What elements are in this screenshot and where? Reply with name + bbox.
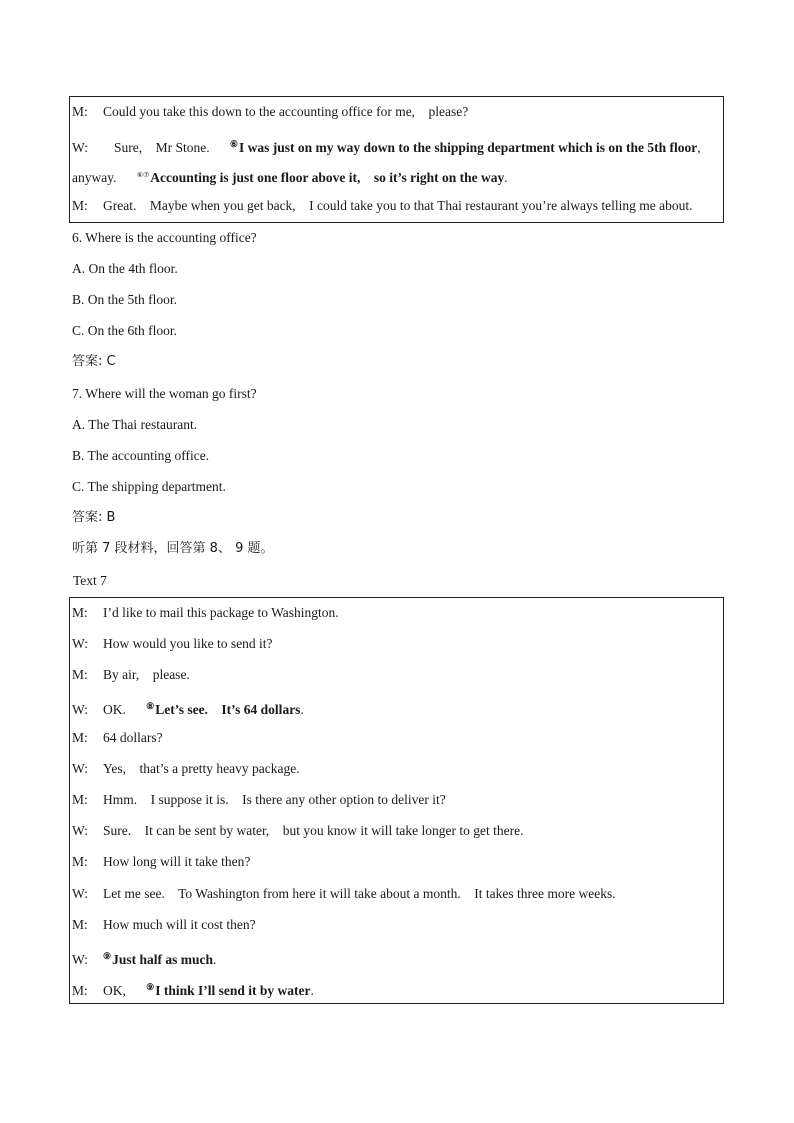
dialog-line [72,821,523,841]
speaker: W: [72,886,88,901]
line-text: OK. [103,702,126,717]
dialog-line [72,696,304,716]
line-text: OK, [103,983,126,998]
line-text: By air, please. [103,667,190,682]
speaker: W: [72,761,88,776]
speaker: M: [72,792,88,807]
line-text: Great. Maybe when you get back, I could take you to that Thai restaurant you’re always telling me about. [103,198,693,213]
speaker: M: [72,667,88,682]
speaker: M: [72,104,88,119]
punctuation: . [212,952,217,967]
line-text: Let me see. To Washington from here it will take about a month. It takes three more weeks. [103,886,616,901]
option-b: B. The accounting office. [72,448,210,463]
question-marker: ⑥ [229,139,238,149]
dialog-line [72,665,190,685]
speaker: W: [72,636,88,651]
speaker: M: [72,983,88,998]
dialog-line [72,759,300,779]
line-text: Sure, Mr Stone. [114,140,210,155]
speaker: W: [72,140,88,155]
dialog-line [72,884,616,904]
dialog-line [72,603,339,623]
punctuation: . [504,170,508,185]
line-text: 64 dollars? [103,730,163,745]
dialog-line [72,852,250,872]
line-text: Yes, that’s a pretty heavy package. [103,761,300,776]
section-instruction: 听第 7 段材料，回答第 8、 9 题。 [72,541,274,556]
option-c: C. The shipping department. [72,479,226,494]
dialog-line [72,977,314,997]
option-a: A. The Thai restaurant. [72,417,198,432]
line-text: Hmm. I suppose it is. Is there any other option to deliver it? [103,792,446,807]
question-7: 7. Where will the woman go first? [72,386,257,401]
speaker: M: [72,730,88,745]
question-marker: ⑧ [146,701,155,711]
key-sentence: Accounting is just one floor above it, so it’s right on the way [150,170,505,185]
speaker: M: [72,917,88,932]
speaker: M: [72,198,88,213]
key-sentence: Let’s see. It’s 64 dollars [155,702,301,717]
question-marker: ⑥⑦ [136,171,150,179]
dialog-line [72,634,272,654]
line-text: Sure. It can be sent by water, but you know it will take longer to get there. [103,823,524,838]
speaker: W: [72,952,88,967]
dialog-line [72,946,216,966]
dialog-line [72,196,692,216]
dialog-line [72,102,468,122]
option-b: B. On the 5th floor. [72,292,177,307]
speaker: W: [72,702,88,717]
dialog-line [72,134,701,154]
speaker: M: [72,854,88,869]
question-6: 6. Where is the accounting office? [72,230,257,245]
dialog-line [72,915,256,935]
key-sentence: I was just on my way down to the shipping department which is on the 5th floor [238,140,698,155]
line-text: anyway. [72,170,117,185]
answer-6: 答案: C [72,354,116,369]
text-label: Text 7 [73,573,107,588]
punctuation: . [300,702,304,717]
punctuation: . [310,983,314,998]
key-sentence: Just half as much [112,952,213,967]
punctuation: , [697,140,701,155]
line-text: How long will it take then? [103,854,251,869]
question-marker: ⑨ [146,982,155,992]
dialog-line [72,728,163,748]
dialog-line [72,790,446,810]
answer-7: 答案: B [72,510,116,525]
line-text: How would you like to send it? [103,636,273,651]
key-sentence: I think I’ll send it by water [155,983,311,998]
option-a: A. On the 4th floor. [72,261,178,276]
option-c: C. On the 6th floor. [72,323,177,338]
line-text: How much will it cost then? [103,917,256,932]
line-text: I’d like to mail this package to Washington. [103,605,339,620]
speaker: M: [72,605,88,620]
question-marker: ⑨ [103,951,112,961]
line-text: Could you take this down to the accounting office for me, please? [103,104,469,119]
speaker: W: [72,823,88,838]
dialog-line [72,165,508,185]
